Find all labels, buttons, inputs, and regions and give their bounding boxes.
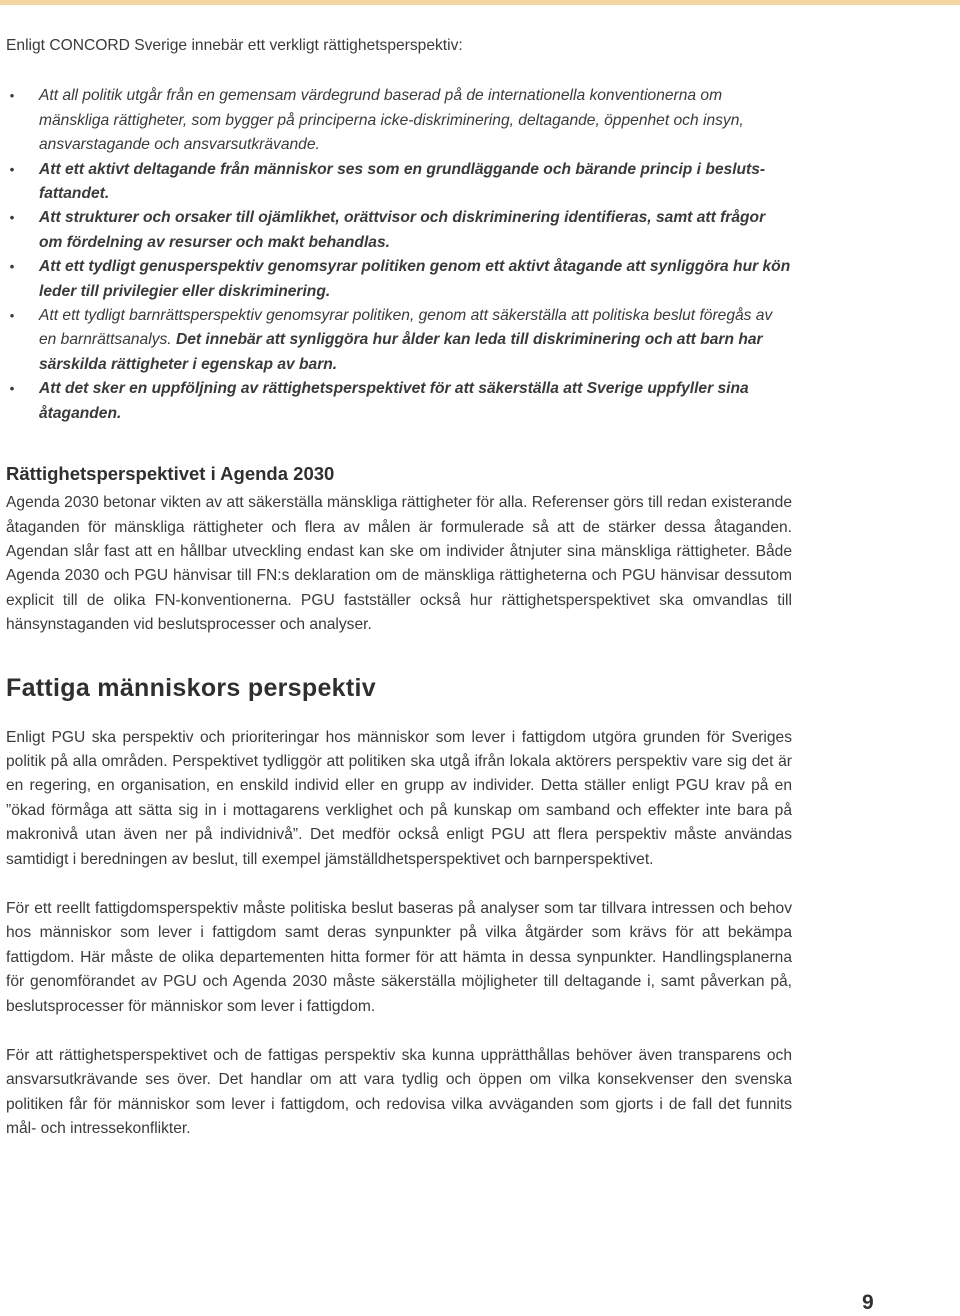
top-rule <box>0 0 960 5</box>
bullet-icon: • <box>9 210 15 226</box>
list-item <box>6 206 792 255</box>
section-paragraph: För ett reellt fattigdomsperspektiv måste politiska beslut baseras på analyser som tar tillvara intressen och behov hos människor som lever i fattigdom samt deras synpunkter på vilka åtgärder som krävs för att bekämpa fattigdom. Här måste de olika departementen hitta former för att hämta in dessa synpunkter. Handlingsplanerna för genomförandet av PGU och Agenda 2030 måste säkerställa möjligheter till deltagande i, samt påverkan på, beslutsprocesser för människor som lever i fattigdom. <box>6 899 792 1015</box>
list-item-text: Att ett aktivt deltagande från människor ses som en grundläggande och bärande princip i beslutsfattandet. <box>39 160 766 203</box>
bullet-icon: • <box>9 308 15 324</box>
list-item <box>6 84 792 157</box>
intro-text: Enligt CONCORD Sverige innebär ett verkligt rättighetsperspektiv: <box>6 37 463 54</box>
page-content <box>6 34 792 1142</box>
bullet-icon: • <box>9 161 15 177</box>
list-item-text: Att det sker en uppföljning av rättighetsperspektivet för att säkerställa att Sverige uppfyller sina åtaganden. <box>39 380 749 422</box>
bullet-icon: • <box>9 381 15 397</box>
section-heading-rights-agenda: Rättighetsperspektivet i Agenda 2030 <box>6 463 335 485</box>
section-paragraph: För att rättighetsperspektivet och de fattigas perspektiv ska kunna upprätthållas behöver även transparens och ansvarsutkrävande ses över. Det handlar om att vara tydlig och öppen om vilka konsekvenser den svenska politiken får för människor som lever i fattigdom, och redovisa vilka avväganden som gjorts i de fall det funnits mål- och intressekonflikter. <box>6 1047 792 1138</box>
list-item <box>6 377 792 426</box>
list-item <box>6 255 792 304</box>
list-item-text: Att all politik utgår från en gemensam värdegrund baserad på de internationella konventionerna om mänskliga rättigheter, som bygger på principerna icke-diskriminering, deltagande, öppenhet och insyn, ansvarstagande och ansvarsutkrävande. <box>39 87 744 154</box>
list-item <box>6 158 792 207</box>
rights-perspective-list <box>6 84 792 426</box>
list-item-text-bold: Det innebär att synliggöra hur ålder kan leda till diskriminering och att barn har särskilda rättigheter i egenskap av barn. <box>39 331 763 373</box>
list-item <box>6 304 792 377</box>
section-heading-poor-perspective: Fattiga människors perspektiv <box>6 673 376 702</box>
bullet-icon: • <box>9 88 15 104</box>
bullet-icon: • <box>9 259 15 275</box>
section-paragraph: Enligt PGU ska perspektiv och prioriteringar hos människor som lever i fattigdom utgöra grunden för Sveriges politik på alla områden. Perspektivet tydliggör att politiken ska utgå ifrån lokala aktörers perspektiv vare sig det är en regering, en organisation, en enskild individ eller en grupp av individer. Detta ställer enligt PGU krav på en ”ökad förmåga att sätta sig in i mottagarens verklighet och på kunskap om samband och effekter inte bara på makronivå utan även ner på individnivå”. Det medför också enligt PGU att flera perspektiv måste användas samtidigt i beredningen av beslut, till exempel jämställdhetsperspektivet och barnperspektivet. <box>6 728 792 868</box>
list-item-text-regular: Att ett tydligt barnrättsperspektiv genomsyrar politiken, genom att säkerställa att politiska beslut föregås av en barnrättsanalys. <box>39 307 773 349</box>
list-item-text: Att strukturer och orsaker till ojämlikhet, orättvisor och diskriminering identifieras, samt att frågor om fördelning av resurser och makt behandlas. <box>39 209 766 251</box>
list-item-text: Att ett tydligt genusperspektiv genomsyrar politiken genom ett aktivt åtagande att synliggöra hur kön leder till privilegier eller diskriminering. <box>39 258 791 300</box>
section-paragraph: Agenda 2030 betonar vikten av att säkerställa mänskliga rättigheter för alla. Referenser görs till redan existerande åtaganden för mänskliga rättigheter och flera av målen är formulerade så att de stärker dessa åtaganden. Agendan slår fast att en hållbar utveckling endast kan ske om individer åtnjuter sina mänskliga rättigheter. Både Agenda 2030 och PGU hänvisar till FN:s deklaration om de mänskliga rättigheterna och PGU hänvisar dessutom explicit till de olika FN-konventionerna. PGU fastställer också hur rättighetsperspektivet ska omvandlas till hänsynstaganden vid beslutsprocesser och analyser. <box>6 494 792 634</box>
page-number: 9 <box>862 1291 874 1314</box>
